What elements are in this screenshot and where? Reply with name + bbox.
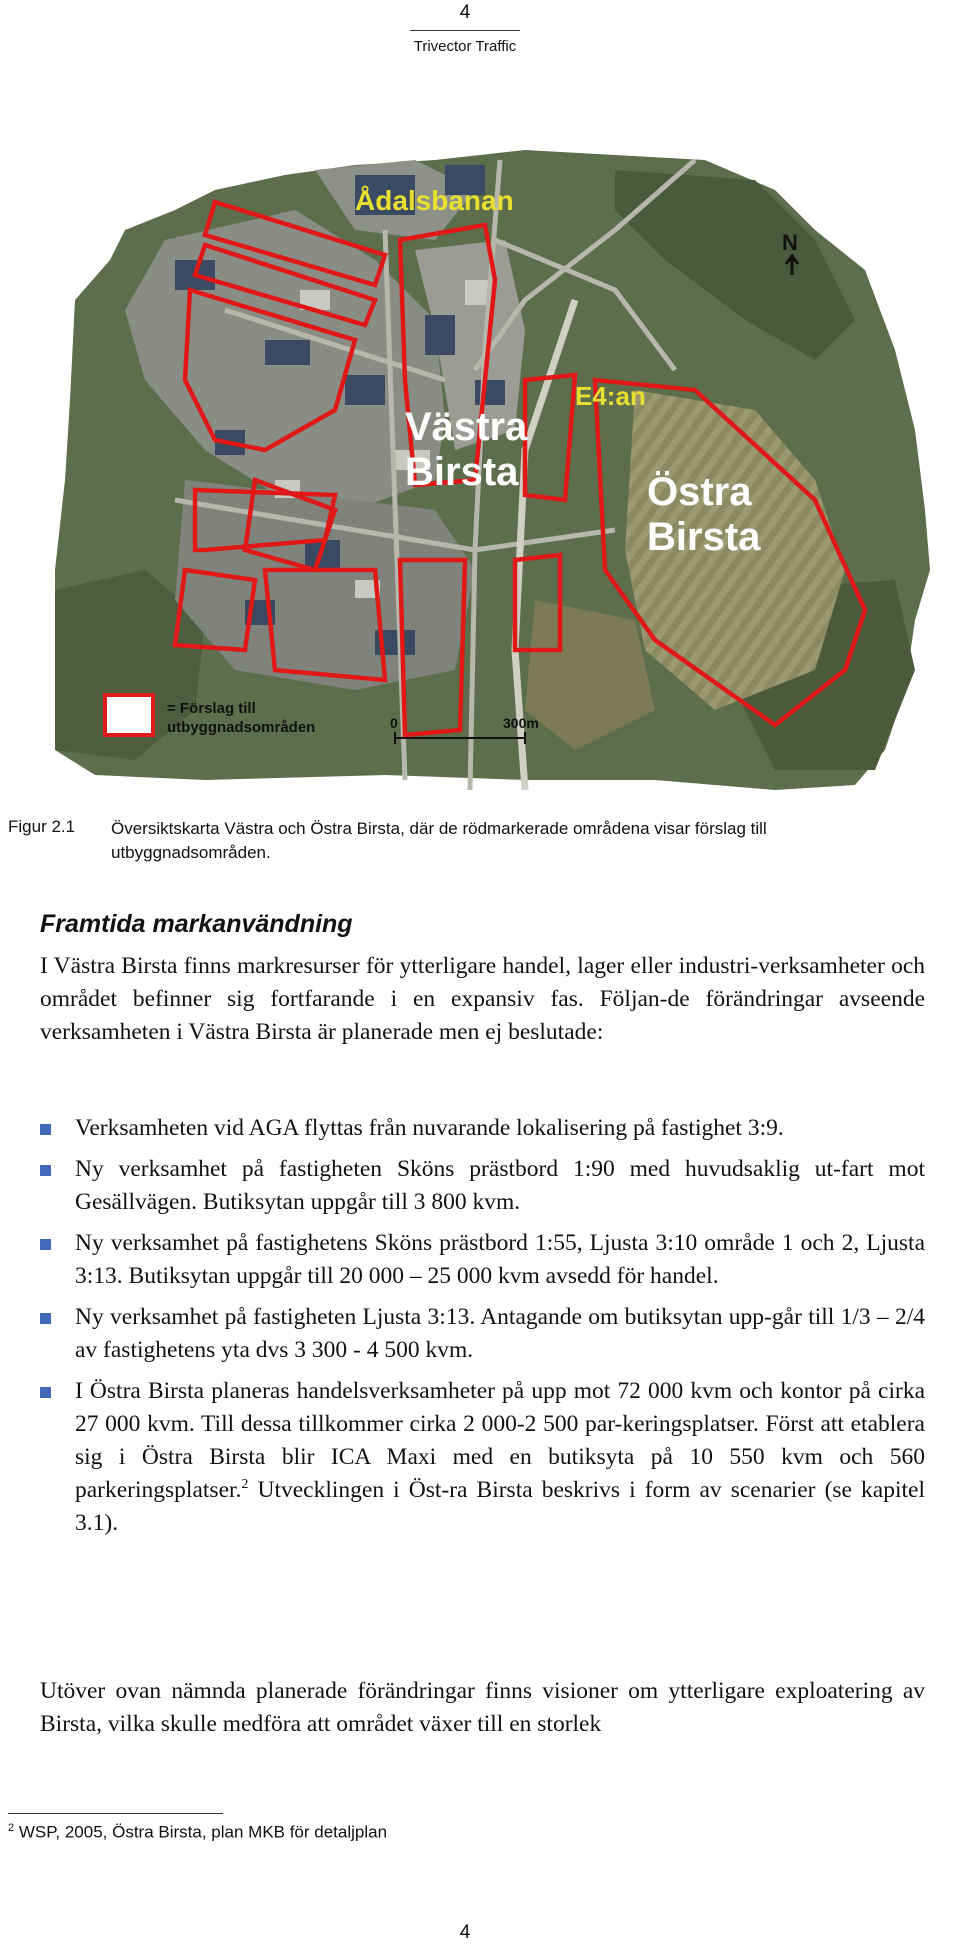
footnote-reference[interactable]: 2 xyxy=(241,1477,249,1493)
list-item xyxy=(40,1301,925,1367)
section-heading: Framtida markanvändning xyxy=(40,910,353,938)
planned-changes-list xyxy=(40,1112,925,1548)
list-item-text: Verksamheten vid AGA flyttas från nuvarande lokalisering på fastighet 3:9. xyxy=(75,1115,784,1141)
list-item-text: Ny verksamhet på fastigheten Ljusta 3:13. Antagande om butiksytan upp-går till 1/3 – 2/4 av fastighetens yta dvs 3 300 - 4 500 kvm. xyxy=(75,1304,925,1363)
bullet-square-icon xyxy=(40,1313,51,1324)
figure-caption-text: Översiktskarta Västra och Östra Birsta, där de rödmarkerade områdena visar förslag till utbyggnadsområden. xyxy=(111,819,767,862)
footer-page-number: 4 xyxy=(459,1922,471,1943)
list-item-text-part1: I Östra Birsta planeras handelsverksamheter på upp mot 72 000 kvm och kontor på cirka 27 000 kvm. Till dessa tillkommer cirka 2 000-2 500 par-keringsplatser. Först att etablera sig i Östra Birsta blir ICA Maxi med en butiksyta på 10 550 kvm och 560 parkeringsplatser. xyxy=(75,1378,925,1503)
list-item xyxy=(40,1112,925,1145)
list-item xyxy=(40,1227,925,1293)
scale-end: 300m xyxy=(503,715,539,731)
overview-map xyxy=(55,150,930,790)
legend-swatch xyxy=(105,695,153,735)
header-rule xyxy=(410,30,520,31)
label-ostra-1: Östra xyxy=(647,470,752,514)
label-vastra-2: Birsta xyxy=(405,450,519,494)
header-company: Trivector Traffic xyxy=(413,38,517,55)
bullet-square-icon xyxy=(40,1387,51,1398)
intro-paragraph: I Västra Birsta finns markresurser för ytterligare handel, lager eller industri-verksamheter och området befinner sig fortfarande i en expansiv fas. Följan-de förändringar avseende verksamheten i Västra Birsta är planerade men ej beslutade: xyxy=(40,953,925,1045)
bullet-square-icon xyxy=(40,1239,51,1250)
label-vastra-1: Västra xyxy=(405,405,528,449)
bullet-square-icon xyxy=(40,1165,51,1176)
footnote-rule xyxy=(8,1813,223,1814)
label-adalsbanan: Ådalsbanan xyxy=(355,185,514,216)
list-item xyxy=(40,1153,925,1219)
footnote xyxy=(8,1822,387,1843)
label-ostra-2: Birsta xyxy=(647,515,761,559)
label-e4: E4:an xyxy=(575,381,646,411)
list-item-text: Ny verksamhet på fastighetens Sköns prästbord 1:55, Ljusta 3:10 område 1 och 2, Ljusta 3:13. Butiksytan uppgår till 20 000 – 25 000 kvm avsedd för handel. xyxy=(75,1230,925,1289)
closing-paragraph: Utöver ovan nämnda planerade förändringar finns visioner om ytterligare exploatering av Birsta, vilka skulle medföra att området växer till en storlek xyxy=(40,1678,925,1737)
header-page-number: 4 xyxy=(459,2,471,23)
figure-caption-label: Figur 2.1 xyxy=(8,817,76,836)
footnote-text: WSP, 2005, Östra Birsta, plan MKB för detaljplan xyxy=(18,1822,388,1842)
list-item xyxy=(40,1375,925,1540)
scale-start: 0 xyxy=(390,715,398,731)
list-item-text-part2: Utvecklingen i Öst-ra Birsta beskrivs i form av scenarier (se kapitel 3.1). xyxy=(75,1477,925,1536)
legend-line1: = Förslag till xyxy=(167,700,256,717)
footnote-number: 2 xyxy=(8,1822,15,1834)
legend-line2: utbyggnadsområden xyxy=(167,719,316,736)
list-item-text: Ny verksamhet på fastigheten Sköns prästbord 1:90 med huvudsaklig ut-fart mot Gesällvägen. Butiksytan uppgår till 3 800 kvm. xyxy=(75,1156,925,1215)
bullet-square-icon xyxy=(40,1124,51,1135)
north-label: N xyxy=(782,230,798,255)
